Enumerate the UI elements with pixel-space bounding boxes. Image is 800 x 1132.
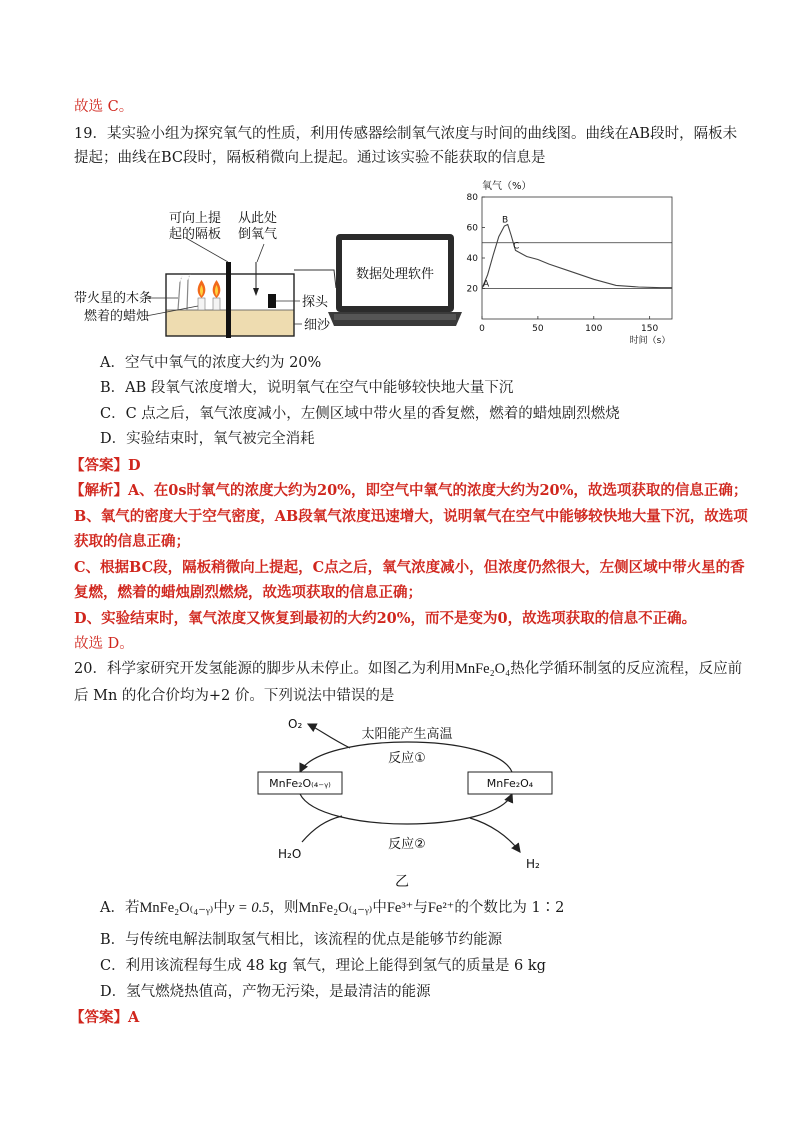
o2-label: O₂ — [288, 717, 303, 731]
laptop-text: 数据处理软件 — [355, 267, 435, 282]
q20-option-a-formula-1: MnFe₂O₍₄₋ᵧ₎ — [139, 900, 214, 916]
y-axis-label: 氧气（%） — [482, 181, 532, 192]
stick-1 — [178, 282, 180, 310]
q20-option-a-part-5: 与 — [413, 900, 428, 916]
q19-answer: 【答案】D — [70, 457, 141, 474]
h2-label: H₂ — [526, 857, 540, 871]
reaction-cycle-diagram — [250, 712, 560, 890]
q19-option-c: C．C 点之后，氧气浓度减小，左侧区域中带火星的香复燃，燃着的蜡烛剧烈燃烧 — [100, 406, 620, 422]
experiment-apparatus — [74, 210, 464, 350]
q19-analysis-1: 【解析】A、在0s时氧气的浓度大约为20%，即空气中氧气的浓度大约为20%，故选项获取的信息正确； — [70, 482, 748, 499]
q20-option-a-part-1: A．若 — [100, 900, 140, 916]
x-tick-label: 50 — [532, 324, 544, 334]
q19-stem-line-1: 19．某实验小组为探究氧气的性质，利用传感器绘制氧气浓度与时间的曲线图。曲线在AB段时，隔板未 — [74, 126, 738, 142]
y-tick-label: 60 — [466, 223, 478, 234]
previous-answer: 故选 C。 — [74, 99, 134, 115]
candle-1 — [198, 298, 205, 310]
reaction2-label: 反应② — [388, 837, 426, 852]
label-probe: 探头 — [302, 295, 329, 310]
y-tick-label: 20 — [466, 284, 478, 295]
x-tick-label: 0 — [479, 324, 485, 334]
q20-option-a-part-6: 的个数比为 1∶2 — [454, 900, 565, 916]
o2-arrow — [308, 724, 350, 748]
q20-option-a-part-2: 中 — [213, 900, 228, 916]
x-tick-label: 100 — [585, 324, 603, 334]
q19-analysis-6: D、实验结束时，氧气浓度又恢复到最初的大约20%，而不是变为0，故选项获取的信息不正确。 — [74, 610, 697, 627]
label-pour-2: 倒氧气 — [238, 227, 278, 242]
q20-answer: 【答案】A — [70, 1009, 140, 1026]
q20-option-c: C．利用该流程每生成 48 kg 氧气，理论上能得到氢气的质量是 6 kg — [100, 958, 546, 974]
q20-option-d: D．氢气燃烧热值高，产物无污染，是最清洁的能源 — [100, 984, 431, 1000]
q20-option-a-formula-2: MnFe₂O₍₄₋ᵧ₎ — [298, 900, 373, 916]
q19-stem-line-2: 提起；曲线在BC段时，隔板稍微向上提起。通过该实验不能获取的信息是 — [74, 150, 546, 166]
q19-conclusion: 故选 D。 — [74, 636, 134, 652]
q20-option-a-ion-1: Fe³⁺ — [386, 900, 414, 916]
q20-option-a — [100, 897, 564, 919]
label-candle: 燃着的蜡烛 — [84, 309, 150, 324]
q19-analysis-4: C、根据BC段，隔板稍微向上提起，C点之后，氧气浓度减小，但浓度仍然很大，左侧区域中带火星的香 — [74, 559, 745, 576]
q20-option-a-y: y = 0.5 — [227, 900, 270, 916]
diagram-caption: 乙 — [395, 874, 409, 890]
partition — [226, 262, 231, 338]
q20-option-a-ion-2: Fe²⁺ — [427, 900, 455, 916]
q19-analysis-5: 复燃，燃着的蜡烛剧烈燃烧，故选项获取的信息正确； — [74, 584, 422, 601]
q19-option-b: B．AB 段氧气浓度增大，说明氧气在空气中能够较快地大量下沉 — [100, 380, 514, 396]
point-label-B: B — [502, 215, 509, 226]
label-pour-1: 从此处 — [238, 211, 278, 226]
point-label-C: C — [513, 241, 520, 252]
probe — [268, 294, 276, 308]
reaction1-label: 反应① — [388, 751, 426, 766]
oxygen-series-line — [482, 225, 672, 289]
h2o-arrow — [302, 816, 342, 842]
label-sand: 细沙 — [304, 318, 331, 333]
q19-option-d: D．实验结束时，氧气被完全消耗 — [100, 431, 315, 447]
oxygen-concentration-chart — [460, 175, 685, 347]
plot-frame — [482, 197, 672, 319]
x-axis-label: 时间（s） — [629, 336, 671, 346]
h2-arrow — [470, 818, 520, 852]
y-tick-label: 40 — [466, 254, 478, 264]
q20-stem-1a: 20．科学家研究开发氢能源的脚步从未停止。如图乙为利用 — [74, 661, 455, 677]
candle-2 — [213, 298, 220, 310]
label-stick: 带火星的木条 — [74, 291, 153, 306]
q20-stem-1b: 热化学循环制氢的反应流程，反应前 — [510, 661, 743, 677]
left-box-label: MnFe₂O₍₄₋ᵧ₎ — [269, 777, 331, 790]
sun-label: 太阳能产生高温 — [361, 727, 453, 742]
q20-stem-line-1 — [74, 658, 742, 680]
y-tick-label: 80 — [466, 193, 478, 203]
q19-option-a: A．空气中氧气的浓度大约为 20% — [100, 355, 322, 371]
q19-analysis-2: B、氧气的密度大于空气密度，AB段氧气浓度迅速增大，说明氧气在空气中能够较快地大量下沉，故选项 — [74, 508, 748, 525]
q20-option-a-part-4: 中 — [372, 900, 387, 916]
q20-option-a-part-3: ，则 — [269, 900, 299, 916]
q20-stem-formula: MnFe₂O₄ — [454, 661, 511, 677]
h2o-label: H₂O — [278, 847, 302, 861]
stick-2 — [187, 280, 188, 310]
right-box-label: MnFe₂O₄ — [486, 777, 534, 790]
label-partition-1: 可向上提 — [169, 211, 222, 226]
point-label-A: A — [483, 279, 490, 290]
label-partition-2: 起的隔板 — [169, 227, 222, 242]
q20-option-b: B．与传统电解法制取氢气相比，该流程的优点是能够节约能源 — [100, 932, 503, 948]
x-tick-label: 150 — [641, 324, 659, 334]
q20-stem-line-2: 后 Mn 的化合价均为+2 价。下列说法中错误的是 — [74, 688, 395, 704]
q19-analysis-3: 获取的信息正确； — [74, 533, 190, 550]
